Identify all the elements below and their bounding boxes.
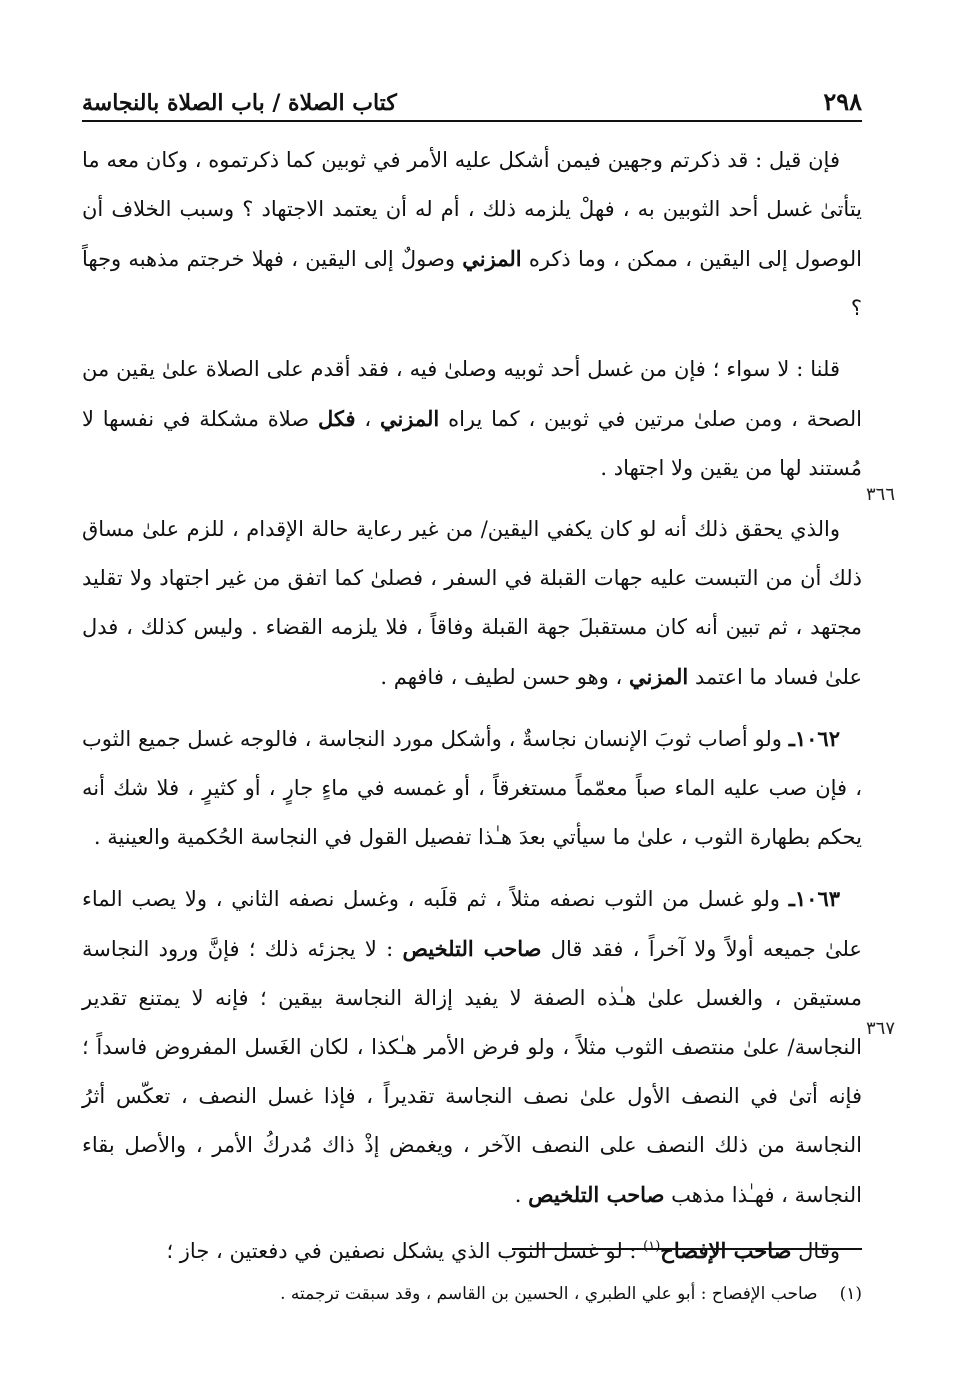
text-run: والذي يحقق ذلك أنه لو كان يكفي اليقين/ من غير رعاية حالة الإقدام ، للزم علىٰ مساق ذلك أن من التبست عليه جهات القبلة في السفر ، فصلىٰ كما اتفق من غير اجتهاد ولا تقليد مجتهد ، ثم تبين أنه كان مستقبلَ جهة القبلة وفاقاً ، فلا يلزمه القضاء . وليس كذلك ، فدل علىٰ فساد ما اعتمد [82, 517, 862, 689]
text-run: صلاة مشكلة في نفسها لا مُستند لها من يقين ولا اجتهاد . [82, 407, 862, 480]
bold-name: المزني [462, 246, 522, 271]
section-number: ١٠٦٣ـ [788, 886, 841, 911]
paragraph-proof [82, 505, 862, 702]
text-run: ، وهو حسن لطيف ، فافهم . [380, 665, 623, 689]
bold-name: المزني [379, 406, 440, 431]
paragraph-question [82, 136, 862, 333]
main-text [82, 136, 862, 1288]
footnote-marker: (١) [643, 1239, 661, 1254]
text-run: قلنا : لا سواء ؛ فإن من غسل أحد ثوبيه وصلىٰ فيه ، فقد أقدم على الصلاة علىٰ يقين من الصحة ، ومن صلىٰ مرتين في ثوبين ، كما يراه [82, 357, 862, 431]
margin-page-ref: ٣٦٦ [866, 484, 896, 505]
footnote-number: (١) [839, 1284, 862, 1304]
text-run: : لا يجزئه ذلك ؛ فإنَّ ورود النجاسة مستيقن ، والغسل علىٰ هـٰذه الصفة لا يفيد إزالة النجاسة بيقين ؛ فإنه لا يمتنع تقدير النجاسة/ علىٰ منتصف الثوب مثلاً ، ولو فرض الأمر هـٰكذا ، لكان الغَسل المفروض فاسداً ؛ فإنه أتىٰ في النصف الأول علىٰ نصف النجاسة تقديراً ، فإذا غسل النصف ، تعكّس أثرُ النجاسة من ذلك النصف على النصف الآخر ، ويغمض إذْ ذاك مُدركُ الأمر ، والأصل بقاء النجاسة ، فهـٰذا مذهب [82, 937, 862, 1207]
footnote-text: صاحب الإفصاح : أبو علي الطبري ، الحسين بن القاسم ، وقد سبقت ترجمته . [280, 1284, 818, 1304]
section-number: ١٠٦٢ـ [788, 726, 840, 751]
paragraph-ifsah [82, 1226, 862, 1276]
text-run: ولو غسل من الثوب نصفه مثلاً ، ثم قلَبه ، وغسل نصفه الثاني ، ولا يصب الماء علىٰ جميعه أولاً ولا آخراً ، فقد قال [82, 887, 862, 961]
margin-page-ref: ٣٦٧ [866, 1018, 896, 1039]
running-title: كتاب الصلاة / باب الصلاة بالنجاسة [82, 90, 397, 116]
text-run: وصولٌ إلى اليقين ، فهلا خرجتم مذهبه وجهاً ؟ [82, 247, 862, 320]
text-run: : لو غسل الثوب الذي يشكل نصفين في دفعتين ، جاز ؛ [166, 1239, 637, 1263]
text-run: . [514, 1183, 522, 1207]
page-number: ٢٩٨ [823, 87, 862, 116]
text-run: فإن قيل : قد ذكرتم وجهين فيمن أشكل عليه الأمر في ثوبين كما ذكرتموه ، وكان معه ما يتأتىٰ غسل أحد الثوبين به ، فهلْ يلزمه ذلك ، أم له أن يعتمد الاجتهاد ؟ وسبب الخلاف أن الوصول إلى اليقين ، ممكن ، وما ذكره [82, 148, 862, 271]
bold-name: صاحب الإفصاح [660, 1238, 792, 1263]
footnote [82, 1280, 862, 1308]
bold-name: صاحب التلخيص [402, 936, 542, 961]
paragraph-1063 [82, 874, 862, 1220]
text-run: وقال [798, 1239, 840, 1263]
bold-word: فكل [317, 406, 356, 431]
page-header [82, 82, 862, 122]
text-run: ولو أصاب ثوبَ الإنسان نجاسةٌ ، وأشكل مورد النجاسة ، فالوجه غسل جميع الثوب ، فإن صب عليه الماء صباً معمّماً مستغرقاً ، أو غمسه في ماءٍ جارٍ ، أو كثيرٍ ، فلا شك أنه يحكم بطهارة الثوب ، علىٰ ما سيأتي بعدَ هـٰذا تفصيل القول في النجاسة الحُكمية والعينية . [82, 727, 862, 849]
paragraph-answer [82, 345, 862, 493]
bold-name: صاحب التلخيص [528, 1182, 665, 1207]
footnote-divider [512, 1248, 862, 1250]
bold-name: المزني [628, 664, 689, 689]
text-run: ، [364, 407, 372, 431]
paragraph-1062 [82, 714, 862, 862]
